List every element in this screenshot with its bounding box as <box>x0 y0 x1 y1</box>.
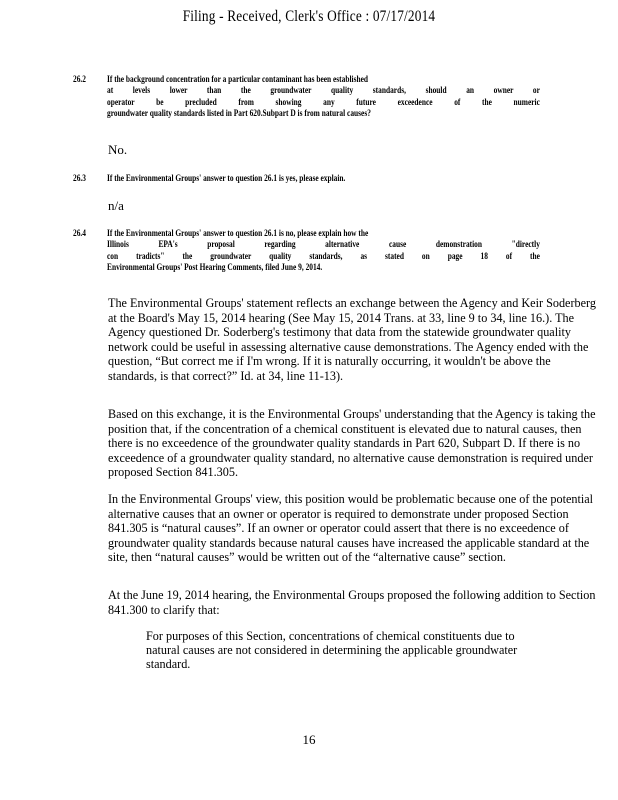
question-line: If the Environmental Groups' answer to question 26.1 is yes, please explain. <box>107 174 346 184</box>
question-text <box>107 75 540 121</box>
answer: n/a <box>108 198 124 213</box>
question-line: Environmental Groups' Post Hearing Comments, filed June 9, 2014. <box>107 263 323 274</box>
body-paragraph: In the Environmental Groups' view, this position would be problematic because one of the potential alternative causes that an owner or operator is required to demonstrate under proposed Section 841.305 is “natural causes”. If an owner or operator could assert that there is no exceedence of groundwater quality standards because natural causes have increased the applicable standard at the site, then “natural causes” would be written out of the “alternative cause” section. <box>108 492 594 565</box>
question-number: 26.3 <box>73 174 86 184</box>
question-text <box>107 174 540 185</box>
question-line: at levels lower than the groundwater quality standards, should an owner or <box>107 86 540 97</box>
question-line: If the Environmental Groups' answer to question 26.1 is no, please explain how the <box>107 229 369 239</box>
question-line: If the background concentration for a particular contaminant has been established <box>107 75 369 85</box>
body-paragraph: The Environmental Groups' statement reflects an exchange between the Agency and Keir Soderberg at the Board's May 15, 2014 hearing (See May 15, 2014 Trans. at 33, line 9 to 34, line 16.). The Agency questioned Dr. Soderberg's testimony that data from the statewide groundwater quality network could be useful in assessing alternative cause demonstrations. The Agency ended with the question, “But correct me if I'm wrong. If it is naturally occurring, it wouldn't be above the standards, is that correct?” Id. at 34, line 11-13). <box>108 296 596 383</box>
page-number: 16 <box>302 732 316 747</box>
question-line: groundwater quality standards listed in Part 620.Subpart D is from natural causes? <box>107 109 371 120</box>
filing-header: Filing - Received, Clerk's Office : 07/17/2014 <box>182 8 436 25</box>
question-text <box>107 229 540 275</box>
question-line: operator be precluded from showing any future exceedence of the numeric <box>107 97 540 108</box>
question-line: Illinois EPA's proposal regarding alternative cause demonstration "directly <box>107 240 540 251</box>
question-number: 26.2 <box>73 75 86 85</box>
body-paragraph: At the June 19, 2014 hearing, the Environmental Groups proposed the following addition to Section 841.300 to clarify that: <box>108 588 596 617</box>
block-quote: For purposes of this Section, concentrations of chemical constituents due to natural causes are not considered in determining the applicable groundwater standard. <box>146 629 518 672</box>
question-line: con tradicts" the groundwater quality standards, as stated on page 18 of the <box>107 251 540 262</box>
answer: No. <box>108 142 128 157</box>
question-number: 26.4 <box>73 229 86 239</box>
body-paragraph: Based on this exchange, it is the Environmental Groups' understanding that the Agency is taking the position that, if the concentration of a chemical constituent is elevated due to natural causes, then there is no exceedence of the groundwater quality standards in Part 620, Subpart D. If there is no exceedence of a groundwater quality standard, no alternative cause demonstration is required under proposed Section 841.305. <box>108 407 596 480</box>
